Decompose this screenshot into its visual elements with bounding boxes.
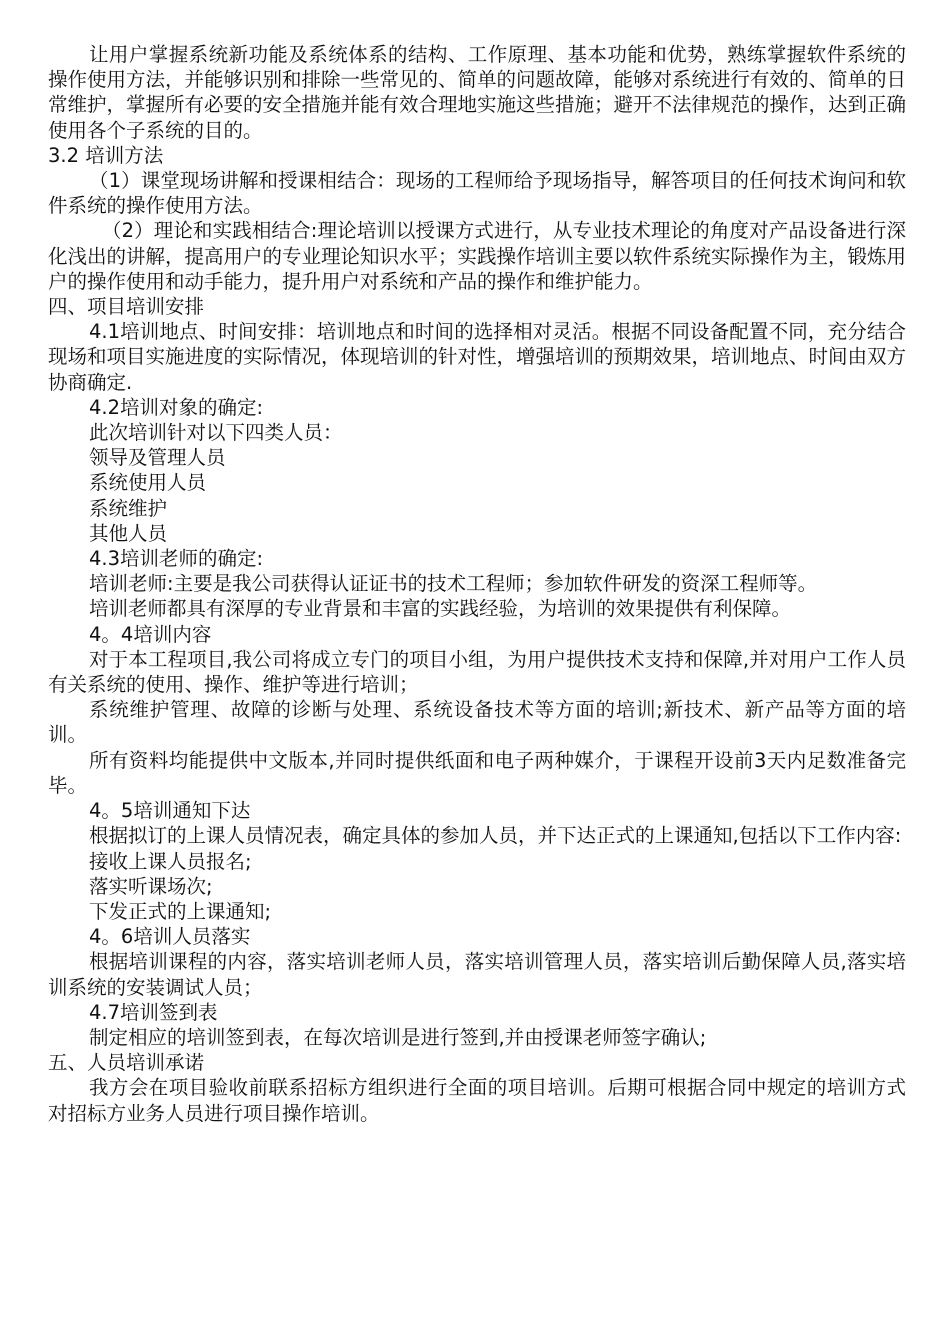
body-paragraph: 培训老师:主要是我公司获得认证证书的技术工程师；参加软件研发的资深工程师等。 — [89, 572, 818, 596]
body-paragraph: 根据培训课程的内容，落实培训老师人员，落实培训管理人员，落实培训后勤保障人员,落实培训系统的安装调试人员； — [48, 950, 906, 999]
list-item: 接收上课人员报名; — [89, 849, 252, 873]
subsection-heading: 4。6培训人员落实 — [89, 925, 251, 949]
body-paragraph: 此次培训针对以下四类人员： — [89, 421, 343, 445]
body-paragraph: （1）课堂现场讲解和授课相结合：现场的工程师给予现场指导，解答项目的任何技术询问和软件系统的操作使用方法。 — [48, 169, 906, 218]
body-paragraph: 培训老师都具有深厚的专业背景和丰富的实践经验，为培训的效果提供有利保障。 — [89, 597, 792, 621]
body-paragraph: 4.1培训地点、时间安排：培训地点和时间的选择相对灵活。根据不同设备配置不同，充分结合现场和项目实施进度的实际情况，体现培训的针对性，增强培训的预期效果，培训地点、时间由双方协商确定. — [48, 320, 907, 394]
section-heading: 四、项目培训安排 — [48, 295, 205, 319]
body-paragraph: 让用户掌握系统新功能及系统体系的结构、工作原理、基本功能和优势，熟练掌握软件系统的操作使用方法，并能够识别和排除一些常见的、简单的问题故障，能够对系统进行有效的、简单的日常维护，掌握所有必要的安全措施并能有效合理地实施这些措施；避开不法律规范的操作，达到正确使用各个子系统的目的。 — [48, 43, 907, 142]
section-heading: 五、人员培训承诺 — [48, 1051, 205, 1075]
subsection-heading: 4.2培训对象的确定: — [89, 395, 264, 419]
body-paragraph: 我方会在项目验收前联系招标方组织进行全面的项目培训。后期可根据合同中规定的培训方式对招标方业务人员进行项目操作培训。 — [48, 1076, 906, 1125]
subsection-heading: 4。4培训内容 — [89, 622, 212, 646]
list-item: 下发正式的上课通知; — [89, 899, 272, 923]
list-item: 其他人员 — [89, 521, 168, 545]
body-paragraph: 所有资料均能提供中文版本,并同时提供纸面和电子两种媒介，于课程开设前3天内足数准备完毕。 — [48, 748, 906, 797]
list-item: 落实听课场次; — [89, 874, 213, 898]
list-item: 领导及管理人员 — [89, 446, 226, 470]
body-paragraph: 系统维护管理、故障的诊断与处理、系统设备技术等方面的培训;新技术、新产品等方面的培训。 — [48, 698, 906, 747]
body-paragraph: 制定相应的培训签到表，在每次培训是进行签到,并由授课老师签字确认; — [89, 1025, 707, 1049]
body-paragraph: 对于本工程项目,我公司将成立专门的项目小组，为用户提供技术支持和保障,并对用户工作人员有关系统的使用、操作、维护等进行培训； — [48, 647, 906, 697]
body-paragraph: 根据拟订的上课人员情况表，确定具体的参加人员，并下达正式的上课通知,包括以下工作内容: — [89, 824, 902, 848]
list-item: 系统使用人员 — [89, 471, 207, 495]
body-paragraph: （2）理论和实践相结合:理论培训以授课方式进行，从专业技术理论的角度对产品设备进行深化浅出的讲解，提高用户的专业理论知识水平；实践操作培训主要以软件系统实际操作为主，锻炼用户的操作使用和动手能力，提升用户对系统和产品的操作和维护能力。 — [48, 219, 907, 293]
subsection-heading: 4.7培训签到表 — [89, 1000, 218, 1024]
subsection-heading: 4。5培训通知下达 — [89, 799, 251, 823]
subsection-heading: 4.3培训老师的确定: — [89, 547, 264, 571]
list-item: 系统维护 — [89, 496, 168, 520]
section-heading: 3.2 培训方法 — [48, 143, 164, 167]
